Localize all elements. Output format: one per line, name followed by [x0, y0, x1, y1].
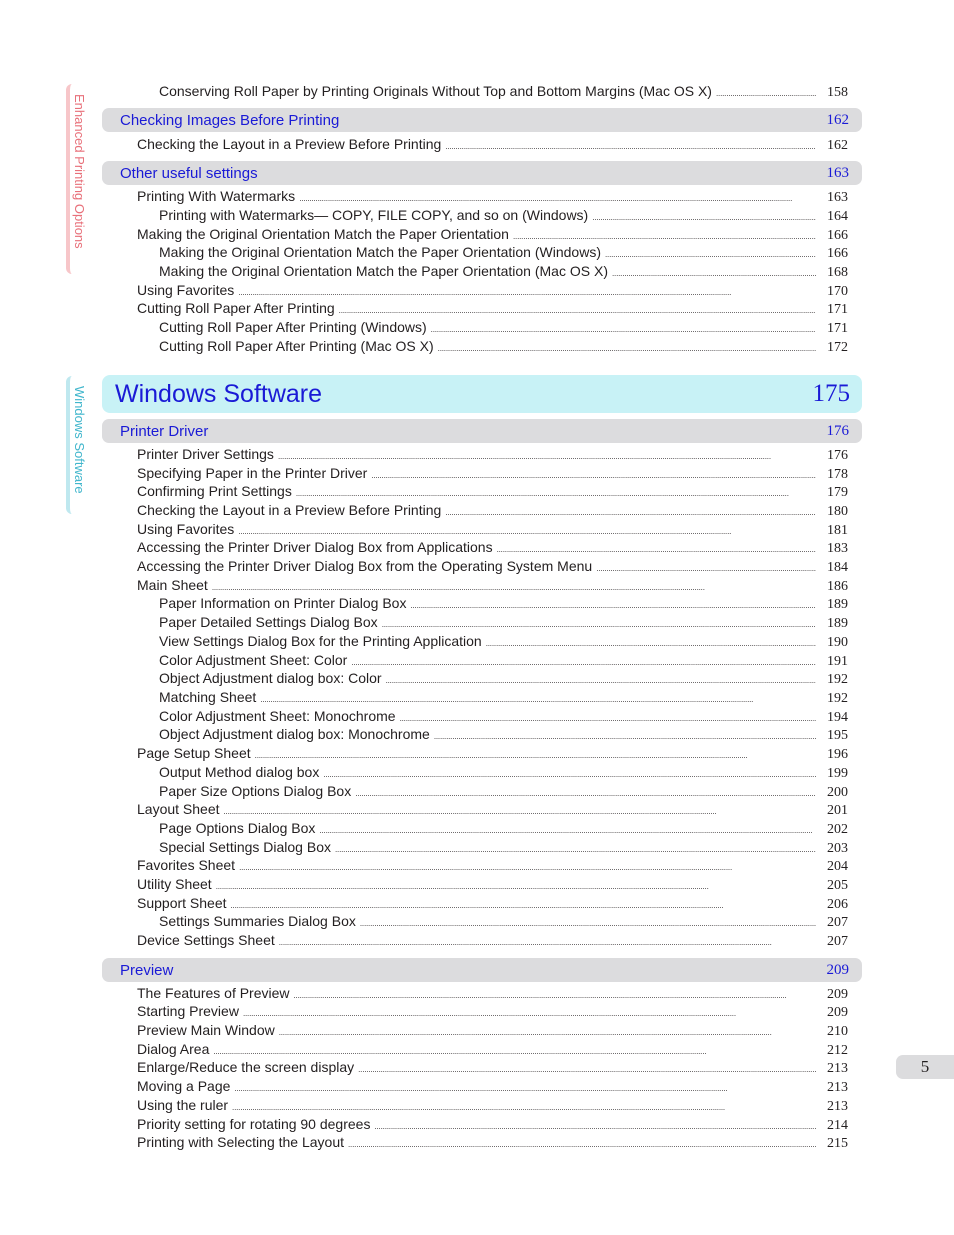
toc-entry-title: Using the ruler — [137, 1097, 229, 1113]
dot-leader — [486, 633, 816, 649]
toc-entry-page: 213 — [827, 1099, 848, 1114]
toc-entry[interactable] — [102, 932, 848, 951]
toc-entry-title: Paper Information on Printer Dialog Box — [159, 595, 407, 611]
toc-entry[interactable] — [102, 1116, 848, 1135]
dot-leader — [243, 1003, 816, 1019]
dot-leader — [605, 244, 816, 260]
toc-entry-title: View Settings Dialog Box for the Printing Application — [159, 633, 482, 649]
toc-entry-title: Special Settings Dialog Box — [159, 839, 331, 855]
dot-leader — [234, 1078, 816, 1094]
toc-entry[interactable] — [102, 244, 848, 263]
toc-entry-page: 213 — [827, 1080, 848, 1095]
dot-leader — [348, 1134, 816, 1150]
toc-entry[interactable] — [102, 446, 848, 465]
toc-entry-title: Object Adjustment dialog box: Color — [159, 670, 382, 686]
dot-leader — [232, 1097, 816, 1113]
dot-leader — [339, 300, 816, 316]
dot-leader — [513, 226, 816, 242]
dot-leader — [239, 857, 816, 873]
toc-entry[interactable] — [102, 207, 848, 226]
toc-entry-title: Device Settings Sheet — [137, 932, 275, 948]
toc-entry-title: Making the Original Orientation Match the Paper Orientation — [137, 226, 509, 242]
toc-entry-page: 178 — [827, 467, 848, 482]
dot-leader — [238, 521, 816, 537]
toc-entry-page: 212 — [827, 1043, 848, 1058]
toc-entry-page: 164 — [827, 209, 848, 224]
side-tab-windows-software — [66, 376, 86, 514]
toc-entry-title: Making the Original Orientation Match the Paper Orientation (Mac OS X) — [159, 263, 608, 279]
toc-entry-title: Page Setup Sheet — [137, 745, 251, 761]
toc-entry-title: Output Method dialog box — [159, 764, 320, 780]
dot-leader — [294, 985, 816, 1001]
page-number-tab — [896, 1055, 954, 1079]
dot-leader — [279, 1022, 816, 1038]
toc-entry[interactable] — [102, 652, 848, 671]
toc-entry-page: 201 — [827, 803, 848, 818]
toc-entry-title: Accessing the Printer Driver Dialog Box from Applications — [137, 539, 493, 555]
toc-entry-page: 215 — [827, 1136, 848, 1151]
toc-entry[interactable] — [102, 136, 848, 155]
toc-entry[interactable] — [102, 985, 848, 1004]
dot-leader — [360, 913, 816, 929]
toc-entry-page: 166 — [827, 228, 848, 243]
toc-entry-title: Utility Sheet — [137, 876, 212, 892]
toc-entry-page: 207 — [827, 915, 848, 930]
dot-leader — [279, 932, 816, 948]
toc-entry[interactable] — [102, 226, 848, 245]
dot-leader — [382, 614, 816, 630]
toc-entry-page: 195 — [827, 728, 848, 743]
page-number: 5 — [920, 1057, 930, 1076]
toc-entry-title: Color Adjustment Sheet: Color — [159, 652, 348, 668]
toc-entry[interactable] — [102, 577, 848, 596]
toc-entry-page: 184 — [827, 560, 848, 575]
toc-entry[interactable] — [102, 633, 848, 652]
dot-leader — [445, 136, 816, 152]
toc-entry-title: Support Sheet — [137, 895, 227, 911]
section-page: 163 — [826, 164, 849, 181]
toc-entry[interactable] — [102, 1041, 848, 1060]
dot-leader — [358, 1059, 816, 1075]
toc-entry-page: 189 — [827, 616, 848, 631]
toc-entry-title: Conserving Roll Paper by Printing Originals Without Top and Bottom Margins (Mac OS X) — [159, 83, 712, 99]
toc-entry-title: Cutting Roll Paper After Printing (Mac OS X) — [159, 338, 434, 354]
toc-entry-title: Paper Size Options Dialog Box — [159, 783, 352, 799]
toc-entry[interactable] — [102, 319, 848, 338]
chapter-header-windows-software[interactable] — [102, 375, 862, 413]
dot-leader — [323, 764, 816, 780]
toc-entry[interactable] — [102, 465, 848, 484]
dot-leader — [216, 876, 816, 892]
toc-entry-title: Printing With Watermarks — [137, 188, 296, 204]
toc-entry-page: 192 — [827, 672, 848, 687]
toc-entry-title: Cutting Roll Paper After Printing (Windows) — [159, 319, 427, 335]
toc-entry-page: 170 — [827, 284, 848, 299]
toc-entry-page: 207 — [827, 934, 848, 949]
toc-entry[interactable] — [102, 1003, 848, 1022]
toc-entry-title: Settings Summaries Dialog Box — [159, 913, 356, 929]
toc-entry-title: Priority setting for rotating 90 degrees — [137, 1116, 371, 1132]
toc-entry[interactable] — [102, 263, 848, 282]
toc-entry[interactable] — [102, 502, 848, 521]
section-header-preview[interactable] — [102, 958, 862, 982]
dot-leader — [400, 708, 816, 724]
toc-entry[interactable] — [102, 839, 848, 858]
side-tab-label: Enhanced Printing Options — [72, 94, 87, 249]
dot-leader — [438, 338, 816, 354]
toc-entry-page: 181 — [827, 523, 848, 538]
toc-entry[interactable] — [102, 1134, 848, 1153]
section-page: 209 — [826, 961, 849, 978]
toc-entry-page: 192 — [827, 691, 848, 706]
toc-entry-page: 209 — [827, 987, 848, 1002]
toc-entry[interactable] — [102, 614, 848, 633]
dot-leader — [224, 801, 816, 817]
dot-leader — [592, 207, 816, 223]
section-header-checking-images[interactable] — [102, 108, 862, 132]
toc-entry-page: 172 — [827, 340, 848, 355]
section-title: Other useful settings — [120, 164, 258, 182]
toc-entry-page: 166 — [827, 246, 848, 261]
dot-leader — [716, 83, 816, 99]
toc-entry-title: Preview Main Window — [137, 1022, 275, 1038]
toc-entry-title: Object Adjustment dialog box: Monochrome — [159, 726, 430, 742]
dot-leader — [386, 670, 816, 686]
toc-entry-title: Accessing the Printer Driver Dialog Box from the Operating System Menu — [137, 558, 593, 574]
toc-entry-title: Printing with Watermarks— COPY, FILE COPY, and so on (Windows) — [159, 207, 589, 223]
dot-leader — [596, 558, 816, 574]
dot-leader — [319, 820, 816, 836]
toc-entry-page: 210 — [827, 1024, 848, 1039]
toc-entry[interactable] — [102, 820, 848, 839]
section-title: Preview — [120, 961, 174, 979]
toc-entry-title: Using Favorites — [137, 282, 235, 298]
toc-entry-title: Matching Sheet — [159, 689, 257, 705]
toc-entry[interactable] — [102, 483, 848, 502]
toc-entry[interactable] — [102, 801, 848, 820]
chapter-title: Windows Software — [115, 379, 323, 408]
toc-entry-page: 168 — [827, 265, 848, 280]
dot-leader — [299, 188, 816, 204]
toc-entry-page: 206 — [827, 897, 848, 912]
section-header-other-useful-settings[interactable] — [102, 161, 862, 185]
section-page: 176 — [826, 422, 849, 439]
dot-leader — [296, 483, 816, 499]
dot-leader — [351, 652, 816, 668]
toc-entry-title: Color Adjustment Sheet: Monochrome — [159, 708, 396, 724]
toc-entry[interactable] — [102, 188, 848, 207]
toc-entry-page: 196 — [827, 747, 848, 762]
toc-entry-title: Favorites Sheet — [137, 857, 236, 873]
toc-entry-title: Printer Driver Settings — [137, 446, 274, 462]
toc-entry-page: 209 — [827, 1005, 848, 1020]
toc-entry-page: 171 — [827, 302, 848, 317]
dot-leader — [445, 502, 816, 518]
toc-entry-title: Specifying Paper in the Printer Driver — [137, 465, 368, 481]
side-tab-enhanced-printing — [66, 84, 86, 274]
toc-entry-title: Layout Sheet — [137, 801, 220, 817]
toc-entry-page: 203 — [827, 841, 848, 856]
toc-entry[interactable] — [102, 1059, 848, 1078]
dot-leader — [374, 1116, 816, 1132]
chapter-page: 175 — [812, 380, 850, 407]
toc-entry[interactable] — [102, 1078, 848, 1097]
toc-entry-page: 214 — [827, 1118, 848, 1133]
toc-entry-page: 180 — [827, 504, 848, 519]
dot-leader — [278, 446, 816, 462]
toc-entry-title: Moving a Page — [137, 1078, 231, 1094]
toc-entry-page: 191 — [827, 654, 848, 669]
section-title: Printer Driver — [120, 422, 209, 440]
toc-entry-page: 190 — [827, 635, 848, 650]
dot-leader — [410, 595, 816, 611]
toc-entry[interactable] — [102, 783, 848, 802]
toc-entry[interactable] — [102, 539, 848, 558]
toc-entry[interactable] — [102, 83, 848, 102]
toc-entry[interactable] — [102, 282, 848, 301]
toc-entry-title: Page Options Dialog Box — [159, 820, 316, 836]
toc-entry[interactable] — [102, 689, 848, 708]
toc-entry[interactable] — [102, 300, 848, 319]
dot-leader — [238, 282, 816, 298]
toc-entry[interactable] — [102, 708, 848, 727]
dot-leader — [335, 839, 816, 855]
toc-entry[interactable] — [102, 764, 848, 783]
dot-leader — [255, 745, 816, 761]
dot-leader — [612, 263, 816, 279]
toc-entry-title: Paper Detailed Settings Dialog Box — [159, 614, 378, 630]
dot-leader — [434, 726, 816, 742]
toc-entry-page: 163 — [827, 190, 848, 205]
toc-entry-page: 202 — [827, 822, 848, 837]
dot-leader — [355, 783, 816, 799]
section-header-printer-driver[interactable] — [102, 419, 862, 443]
dot-leader — [212, 577, 816, 593]
toc-entry-page: 200 — [827, 785, 848, 800]
toc-entry-title: Enlarge/Reduce the screen display — [137, 1059, 355, 1075]
toc-entry-title: Cutting Roll Paper After Printing — [137, 300, 335, 316]
toc-entry[interactable] — [102, 521, 848, 540]
toc-entry-page: 194 — [827, 710, 848, 725]
toc-entry[interactable] — [102, 895, 848, 914]
toc-entry[interactable] — [102, 670, 848, 689]
toc-entry[interactable] — [102, 745, 848, 764]
section-page: 162 — [826, 111, 849, 128]
toc-entry[interactable] — [102, 913, 848, 932]
toc-entry-page: 162 — [827, 138, 848, 153]
toc-entry-page: 204 — [827, 859, 848, 874]
toc-entry[interactable] — [102, 726, 848, 745]
section-title: Checking Images Before Printing — [120, 111, 340, 129]
toc-entry-page: 158 — [827, 85, 848, 100]
toc-entry-title: The Features of Preview — [137, 985, 290, 1001]
dot-leader — [371, 465, 816, 481]
toc-entry-page: 186 — [827, 579, 848, 594]
toc-entry-title: Dialog Area — [137, 1041, 210, 1057]
toc-entry-title: Main Sheet — [137, 577, 208, 593]
toc-entry-page: 179 — [827, 485, 848, 500]
dot-leader — [231, 895, 816, 911]
dot-leader — [497, 539, 816, 555]
toc-entry-page: 205 — [827, 878, 848, 893]
toc-entry[interactable] — [102, 1097, 848, 1116]
toc-entry-title: Making the Original Orientation Match the Paper Orientation (Windows) — [159, 244, 601, 260]
toc-entry[interactable] — [102, 338, 848, 357]
toc-entry-page: 189 — [827, 597, 848, 612]
toc-entry-page: 176 — [827, 448, 848, 463]
dot-leader — [260, 689, 816, 705]
toc-entry-title: Checking the Layout in a Preview Before Printing — [137, 136, 442, 152]
toc-entry-page: 213 — [827, 1061, 848, 1076]
toc-entry-title: Using Favorites — [137, 521, 235, 537]
dot-leader — [431, 319, 816, 335]
toc-entry[interactable] — [102, 876, 848, 895]
toc-entry-title: Starting Preview — [137, 1003, 239, 1019]
toc-entry-page: 183 — [827, 541, 848, 556]
toc-entry[interactable] — [102, 558, 848, 577]
toc-entry-page: 171 — [827, 321, 848, 336]
toc-entry[interactable] — [102, 595, 848, 614]
toc-entry-title: Checking the Layout in a Preview Before Printing — [137, 502, 442, 518]
dot-leader — [213, 1041, 816, 1057]
side-tab-label: Windows Software — [72, 386, 87, 494]
toc-entry-title: Printing with Selecting the Layout — [137, 1134, 345, 1150]
toc-entry-page: 199 — [827, 766, 848, 781]
toc-entry-title: Confirming Print Settings — [137, 483, 292, 499]
toc-entry[interactable] — [102, 1022, 848, 1041]
toc-entry[interactable] — [102, 857, 848, 876]
